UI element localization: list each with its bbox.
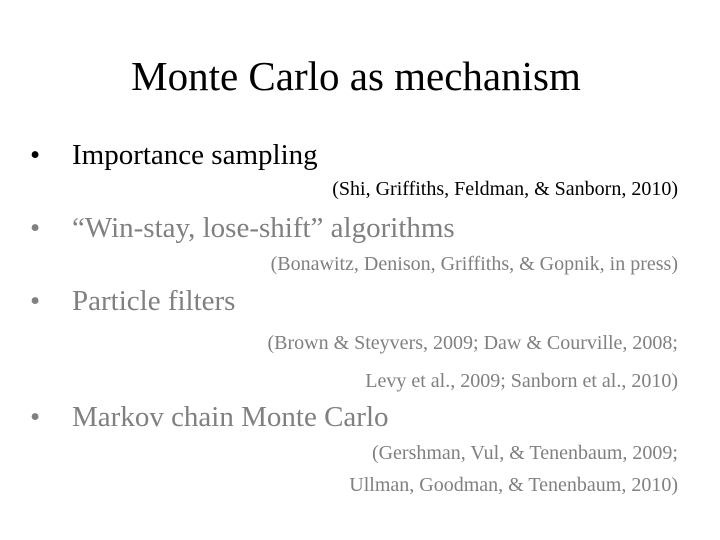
bullet-label: Markov chain Monte Carlo [72, 401, 389, 433]
citation-line: Levy et al., 2009; Sanborn et al., 2010) [365, 370, 678, 392]
citation-line: Ullman, Goodman, & Tenenbaum, 2010) [349, 474, 678, 496]
citation-win-stay-lose-shift [271, 248, 678, 280]
bullet-marker: • [30, 285, 41, 317]
citation-line: (Shi, Griffiths, Feldman, & Sanborn, 2010) [332, 178, 678, 200]
bullet-label: Particle filters [72, 285, 236, 317]
bullet-item-importance-sampling [30, 137, 318, 173]
bullet-item-markov-chain-monte-carlo [30, 399, 389, 435]
bullet-marker: • [30, 401, 41, 433]
citation-line: (Gershman, Vul, & Tenenbaum, 2009; [371, 442, 678, 464]
citation-line: (Bonawitz, Denison, Griffiths, & Gopnik, in press) [270, 253, 678, 275]
bullet-label: “Win-stay, lose-shift” algorithms [72, 212, 455, 244]
bullet-item-win-stay-lose-shift [30, 210, 455, 246]
citation-importance-sampling [332, 173, 678, 205]
citation-markov-chain-monte-carlo [349, 437, 678, 501]
bullet-item-particle-filters [30, 283, 235, 319]
bullet-marker: • [30, 139, 41, 171]
citation-particle-filters [267, 327, 678, 397]
citation-line: (Brown & Steyvers, 2009; Daw & Courville, 2008; [267, 332, 678, 354]
bullet-marker: • [30, 212, 41, 244]
bullet-label: Importance sampling [72, 139, 318, 171]
slide-title: Monte Carlo as mechanism [131, 53, 581, 99]
